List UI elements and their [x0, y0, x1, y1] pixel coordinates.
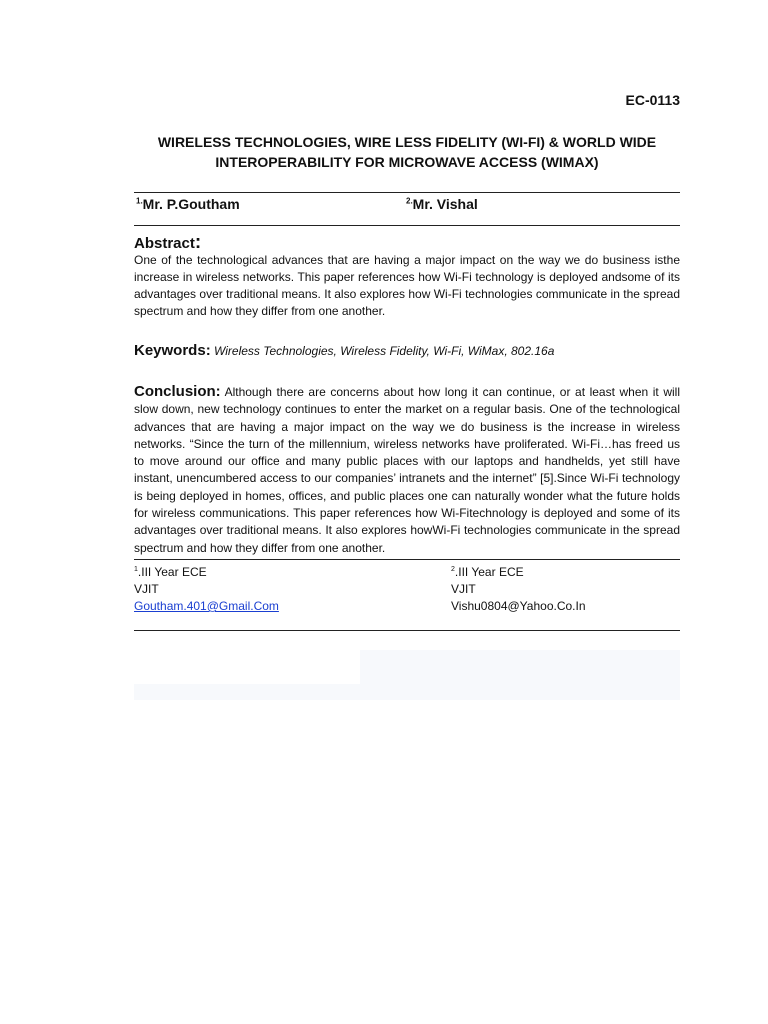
affiliation-2-email: Vishu0804@Yahoo.Co.In	[451, 599, 586, 613]
conclusion-section	[134, 383, 680, 557]
author-2-name: Mr. Vishal	[412, 196, 478, 212]
author-2	[406, 196, 478, 212]
affiliation-2-marker: 2	[451, 566, 455, 573]
keywords-heading: Keywords:	[134, 342, 211, 359]
affiliation-2-college: VJIT	[451, 582, 476, 596]
faint-shaded-strip	[134, 684, 360, 700]
divider-bottom	[134, 630, 680, 631]
author-1-marker: 1.	[136, 196, 143, 206]
faint-shaded-area	[360, 650, 680, 700]
divider-authors	[134, 225, 680, 226]
abstract-body: One of the technological advances that are having a major impact on the way we do business isthe increase in wireless networks. This paper references how Wi-Fi technology is deployed andsome of its advantages over traditional means. It also explores how Wi-Fi technologies communicate in the spread spectrum and how they differ from one another.	[134, 253, 680, 318]
divider-affiliations	[134, 559, 680, 560]
author-1	[136, 196, 240, 212]
paper-id: EC-0113	[625, 92, 680, 108]
divider-top	[134, 192, 680, 193]
conclusion-body: Although there are concerns about how long it can continue, or at least when it will slow down, new technology continues to enter the market on a regular basis. One of the technological advances that are having a major impact on the way we do business is the increase in wireless networks. “Since the turn of the millennium, wireless networks have proliferated. Wi-Fi…has freed us to move around our office and many public places with our laptops and handhelds, yet still have instant, unencumbered access to our companies’ intranets and the internet” [5].Since Wi-Fi technology is being deployed in homes, offices, and public places one can naturally wonder what the future holds for wireless communications. This paper references how Wi-Fitechnology is deployed and some of its advantages over traditional means. It also explores howWi-Fi technologies communicate in the spread spectrum and how they differ from one another.	[134, 385, 680, 555]
keywords-text: Wireless Technologies, Wireless Fidelity, Wi-Fi, WiMax, 802.16a	[214, 344, 555, 358]
affiliation-2-year: .III Year ECE	[454, 565, 524, 579]
paper-title	[134, 132, 680, 172]
abstract-heading	[134, 232, 201, 254]
affiliation-1-email-link[interactable]: Goutham.401@Gmail.Com	[134, 599, 279, 613]
affiliation-1-college: VJIT	[134, 582, 159, 596]
title-line-1: WIRELESS TECHNOLOGIES, WIRE LESS FIDELITY (WI-FI) & WORLD WIDE	[157, 134, 657, 150]
affiliation-1-year: .III Year ECE	[137, 565, 207, 579]
abstract-heading-text: Abstract	[134, 235, 195, 252]
affiliation-1	[134, 561, 279, 615]
abstract-heading-colon: :	[194, 232, 202, 253]
affiliation-2	[451, 561, 586, 615]
conclusion-heading: Conclusion:	[134, 383, 221, 400]
affiliation-1-marker: 1	[134, 566, 138, 573]
author-1-name: Mr. P.Goutham	[142, 196, 240, 212]
title-line-2: INTEROPERABILITY FOR MICROWAVE ACCESS (WIMAX)	[215, 154, 599, 170]
keywords-section	[134, 342, 554, 359]
author-2-marker: 2.	[406, 196, 413, 206]
